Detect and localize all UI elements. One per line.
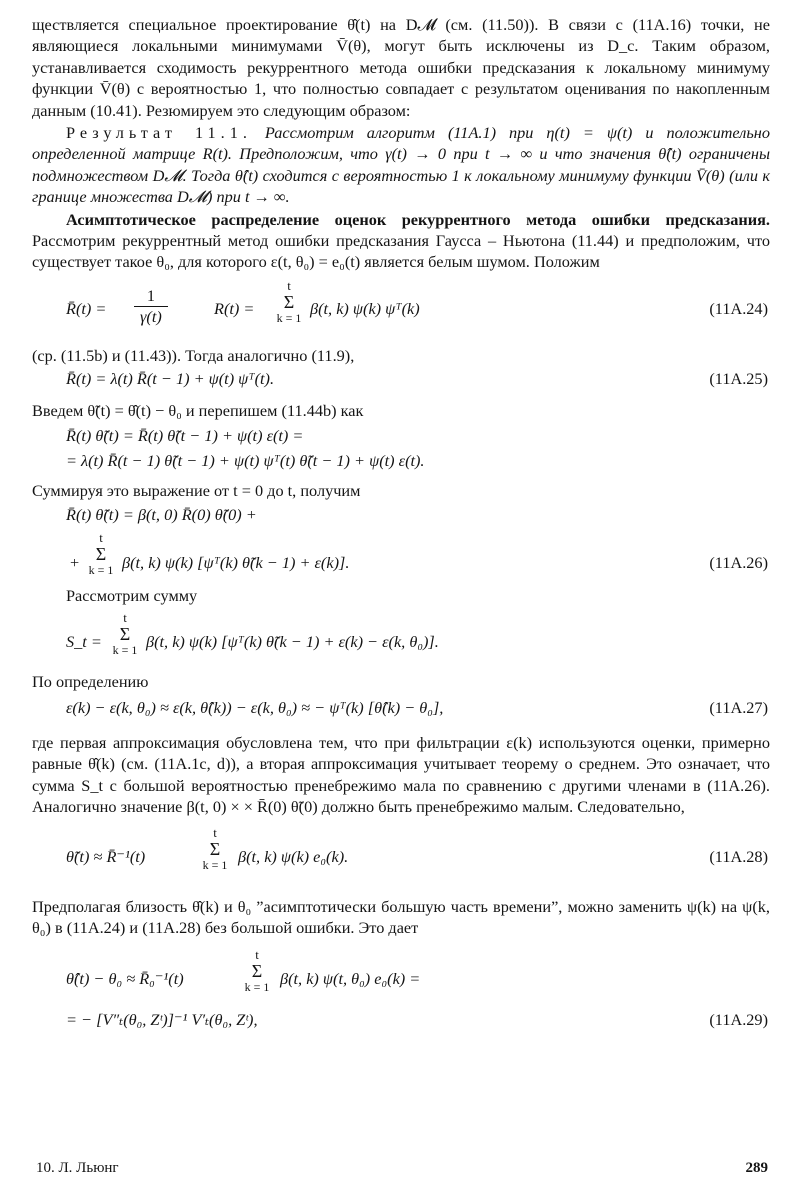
sum-lower-limit: k = 1 (88, 563, 114, 578)
result-label: Результат 11.1. (66, 123, 252, 143)
sum-symbol: Σ (119, 623, 131, 644)
equation-unnumbered-a (66, 422, 770, 474)
eq24-denominator: γ(t) (140, 306, 162, 326)
equation-11a25 (66, 366, 770, 394)
assumption-paragraph: Предполагая близость θ̂(k) и θ₀ ”асимптотически большую часть времени”, можно заменить ψ(k) на ψ(k, θ₀) в (11А.24) и (11А.28) без большой ошибки. Это дает (32, 896, 770, 937)
sum-upper-limit: t (123, 609, 127, 625)
sum-lower-limit: k = 1 (276, 310, 302, 325)
result-statement (32, 122, 770, 208)
equation-11a27 (66, 692, 770, 726)
sum-operator (242, 948, 272, 994)
result-text: Рассмотрим алгоритм (11А.1) при η(t) = ψ(t) и положительно определенной матрице R(t). Предположим, что γ(t) → 0 при t → ∞ и что значения θ̂(t) ограничены подмножеством D𝓜. Тогда θ̂(t) сходится с вероятностью 1 к локальному минимуму функции V̄(θ) (или к границе множества D𝓜) при t → ∞. (32, 123, 770, 207)
approximation-paragraph: где первая аппроксимация обусловлена тем, что при фильтрации ε(k) используются оценки, примерно равные θ̂(k) (см. (11А.1с, d)), а вторая аппроксимация учитывает теорему о среднем. Это означает, что сумма S_t с большой вероятностью пренебрежимо мала по сравнению с другими членами в (11А.26). Аналогично значение β(t, 0) × × R̄(0) θ̃(0) должно быть пренебрежимо малым. Следовательно, (32, 732, 770, 817)
page-number: 289 (745, 1160, 768, 1176)
eqs-right: β(t, k) ψ(k) [ψᵀ(k) θ̃(k − 1) + ε(k) − ε(k, θ₀)]. (146, 631, 439, 651)
equation-11a24 (66, 279, 770, 341)
sum-operator (200, 826, 230, 872)
sum-symbol: Σ (95, 544, 107, 565)
sum-upper-limit: t (99, 530, 103, 546)
sum-upper-limit: t (287, 277, 291, 293)
equation-number: (11А.29) (709, 1010, 768, 1030)
equation-11a26: R̄(t) θ̃(t) = β(t, 0) R̄(0) θ̃(0) + + t Σ k = 1 β(t, k) ψ(k) [ψᵀ(k) θ̃(k − 1) + ε(k)]. (11А.26) (66, 505, 768, 578)
eq26-line2: β(t, k) ψ(k) [ψᵀ(k) θ̃(k − 1) + ε(k)]. (122, 553, 350, 573)
page-footer (36, 1160, 768, 1177)
page-body (32, 14, 770, 1040)
eqs-left: S_t = (66, 631, 102, 651)
equation-number: (11А.27) (709, 697, 768, 717)
eq29-line1-right: β(t, k) ψ(t, θ₀) e₀(k) = (280, 969, 421, 989)
eq26-line1: R̄(t) θ̃(t) = β(t, 0) R̄(0) θ̃(0) + (66, 505, 257, 525)
sum-symbol: Σ (209, 838, 221, 859)
eq25-body: R̄(t) = λ(t) R̄(t − 1) + ψ(t) ψᵀ(t). (66, 369, 275, 389)
equation-number: (11А.24) (709, 298, 768, 318)
eq27-body: ε(k) − ε(k, θ₀) ≈ ε(k, θ̂(k)) − ε(k, θ₀) ≈ − ψᵀ(k) [θ̂(k) − θ₀], (66, 697, 444, 717)
footer-signature: 10. Л. Льюнг (36, 1160, 119, 1176)
sum-symbol: Σ (251, 961, 263, 982)
sum-upper-limit: t (255, 947, 259, 963)
eqa-line2: = λ(t) R̄(t − 1) θ̃(t − 1) + ψ(t) ψᵀ(t) θ̃(t − 1) + ψ(t) ε(t). (66, 450, 425, 470)
paragraph-convergence: ществляется специальное проектирование θ̂(t) на D𝓜 (см. (11.50)). В связи с (11А.16) точки, не являющиеся локальными минимумами V̄(θ), могут быть исключены из D_c. Таким образом, устанавливается сходимость рекуррентного метода ошибки предсказания к локальному минимуму функции V̄(θ) с вероятностью 1, что полностью совпадает с результатом оценивания по накопленным данным (10.41). Резюмируем это следующим образом: (32, 15, 770, 120)
sum-lower-limit: k = 1 (202, 857, 228, 872)
eq29-line1-left: θ̂(t) − θ₀ ≈ R̄₀⁻¹(t) (66, 969, 184, 989)
intro-tilde-line: Введем θ̃(t) = θ̂(t) − θ₀ и перепишем (11.44b) как (32, 401, 364, 421)
eq28-left: θ̃(t) ≈ R̄⁻¹(t) (66, 846, 146, 866)
eq24-right: β(t, k) ψ(k) ψᵀ(k) (310, 298, 420, 318)
eq24-numerator: 1 (134, 286, 168, 307)
reference-line: (ср. (11.5b) и (11.43)). Тогда аналогично (11.9), (32, 345, 355, 365)
consider-sum-line: Рассмотрим сумму (66, 586, 198, 606)
eq24-left: R̄(t) = (66, 298, 107, 318)
sum-lower-limit: k = 1 (244, 980, 270, 995)
eq29-line2: = − [V″ₜ(θ₀, Zᵗ)]⁻¹ V′ₜ(θ₀, Zᵗ), (66, 1010, 258, 1030)
sum-operator (274, 279, 304, 325)
sum-operator (110, 611, 140, 657)
section-heading: Асимптотическое распределение оценок рекуррентного метода ошибки предсказания. (66, 209, 770, 229)
equation-number: (11А.25) (709, 369, 768, 389)
section-text: Рассмотрим рекуррентный метод ошибки предсказания Гаусса – Ньютона (11.44) и предположим, что существует такое θ₀, для которого ε(t, θ₀) = e₀(t) является белым шумом. Положим (32, 231, 770, 272)
eq24-middle: R(t) = (214, 298, 255, 318)
eqa-line1: R̄(t) θ̃(t) = R̄(t) θ̃(t − 1) + ψ(t) ε(t) = (66, 425, 304, 445)
eq24-fraction (134, 286, 168, 327)
section-paragraph (32, 209, 770, 273)
equation-number: (11А.28) (709, 846, 768, 866)
by-definition-line: По определению (32, 671, 149, 691)
equation-number: (11А.26) (709, 553, 768, 573)
summing-line: Суммируя это выражение от t = 0 до t, получим (32, 480, 361, 500)
equation-11a28 (66, 826, 770, 886)
sum-symbol: Σ (283, 291, 295, 312)
equation-11a29 (66, 948, 770, 1040)
sum-lower-limit: k = 1 (112, 642, 138, 657)
equation-st (66, 611, 770, 671)
eq28-right: β(t, k) ψ(k) e₀(k). (238, 846, 349, 866)
sum-upper-limit: t (213, 824, 217, 840)
sum-operator (86, 531, 116, 577)
